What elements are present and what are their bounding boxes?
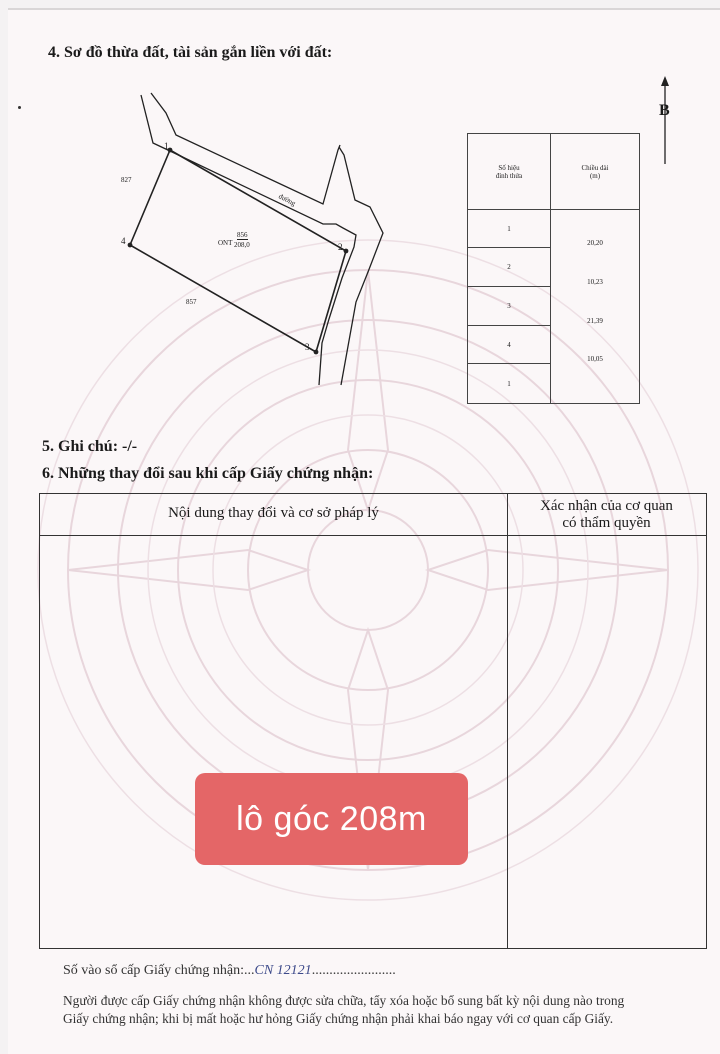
footer-note-line1: Người được cấp Giấy chứng nhận không được sửa chữa, tẩy xóa hoặc bổ sung bất kỳ nội dung nào trong [63,993,625,1008]
vertex-id-cell: 1 [468,364,551,404]
vertex-id-header [468,134,551,210]
vertex-id-header-line1: Số hiệu [498,163,520,172]
length-value: 20,20 [587,239,603,247]
vertex-length-table [467,133,640,404]
table-column-divider [507,494,508,948]
vertex-label-1: 1 [164,141,169,151]
vertex-id-cell: 2 [468,248,551,287]
registry-line [63,963,396,979]
length-header [551,134,640,210]
vertex-id-header-line2: đỉnh thửa [495,171,523,180]
vertex-label-4: 4 [121,236,126,246]
authority-confirmation-header [507,498,706,532]
parcel-code: ONT [218,239,233,247]
length-header-line1: Chiều dài [581,163,609,172]
parcel-number: 856 [237,231,248,239]
vertex-id-cell: 1 [468,210,551,248]
authority-header-line1: Xác nhận của cơ quan [540,498,673,514]
table-header-divider [40,535,706,536]
registry-number-handwritten: CN 12121 [254,963,312,978]
length-header-line2: (m) [589,171,601,180]
parcel-area: 208,0 [234,241,250,249]
land-plot-map [108,85,398,390]
footer-note-line2: Giấy chứng nhận; khi bị mất hoặc hư hỏng Giấy chứng nhận phải khai báo ngay với cơ quan cấp Giấy. [63,1011,614,1026]
certificate-page [8,8,720,1054]
length-column [551,210,640,404]
section-5-title: 5. Ghi chú: -/- [42,438,138,455]
changes-content-header: Nội dung thay đổi và cơ sở pháp lý [168,505,379,521]
road-label: đường [277,192,297,208]
vertex-label-3: 3 [305,342,310,352]
stray-dot [18,106,21,109]
registry-prefix-dots: ... [244,963,255,978]
length-value: 21,39 [587,317,603,325]
parcel-below-number: 857 [186,298,197,306]
vertex-id-cell: 3 [468,287,551,326]
length-value: 10,05 [587,355,603,363]
registry-suffix-dots: ........................ [311,963,396,978]
section-6-title: 6. Những thay đổi sau khi cấp Giấy chứng nhận: [42,465,374,482]
corner-lot-badge: lô góc 208m [195,773,468,865]
length-value: 10,23 [587,278,603,286]
vertex-label-2: 2 [338,242,343,252]
north-label: B [659,102,670,119]
authority-header-line2: có thẩm quyền [562,515,651,531]
registry-label: Số vào sổ cấp Giấy chứng nhận: [63,963,244,978]
changes-table [39,493,707,949]
section-4-title: 4. Sơ đồ thừa đất, tài sản gắn liền với đất: [48,44,333,61]
parcel-left-number: 827 [121,176,132,184]
vertex-id-cell: 4 [468,326,551,364]
